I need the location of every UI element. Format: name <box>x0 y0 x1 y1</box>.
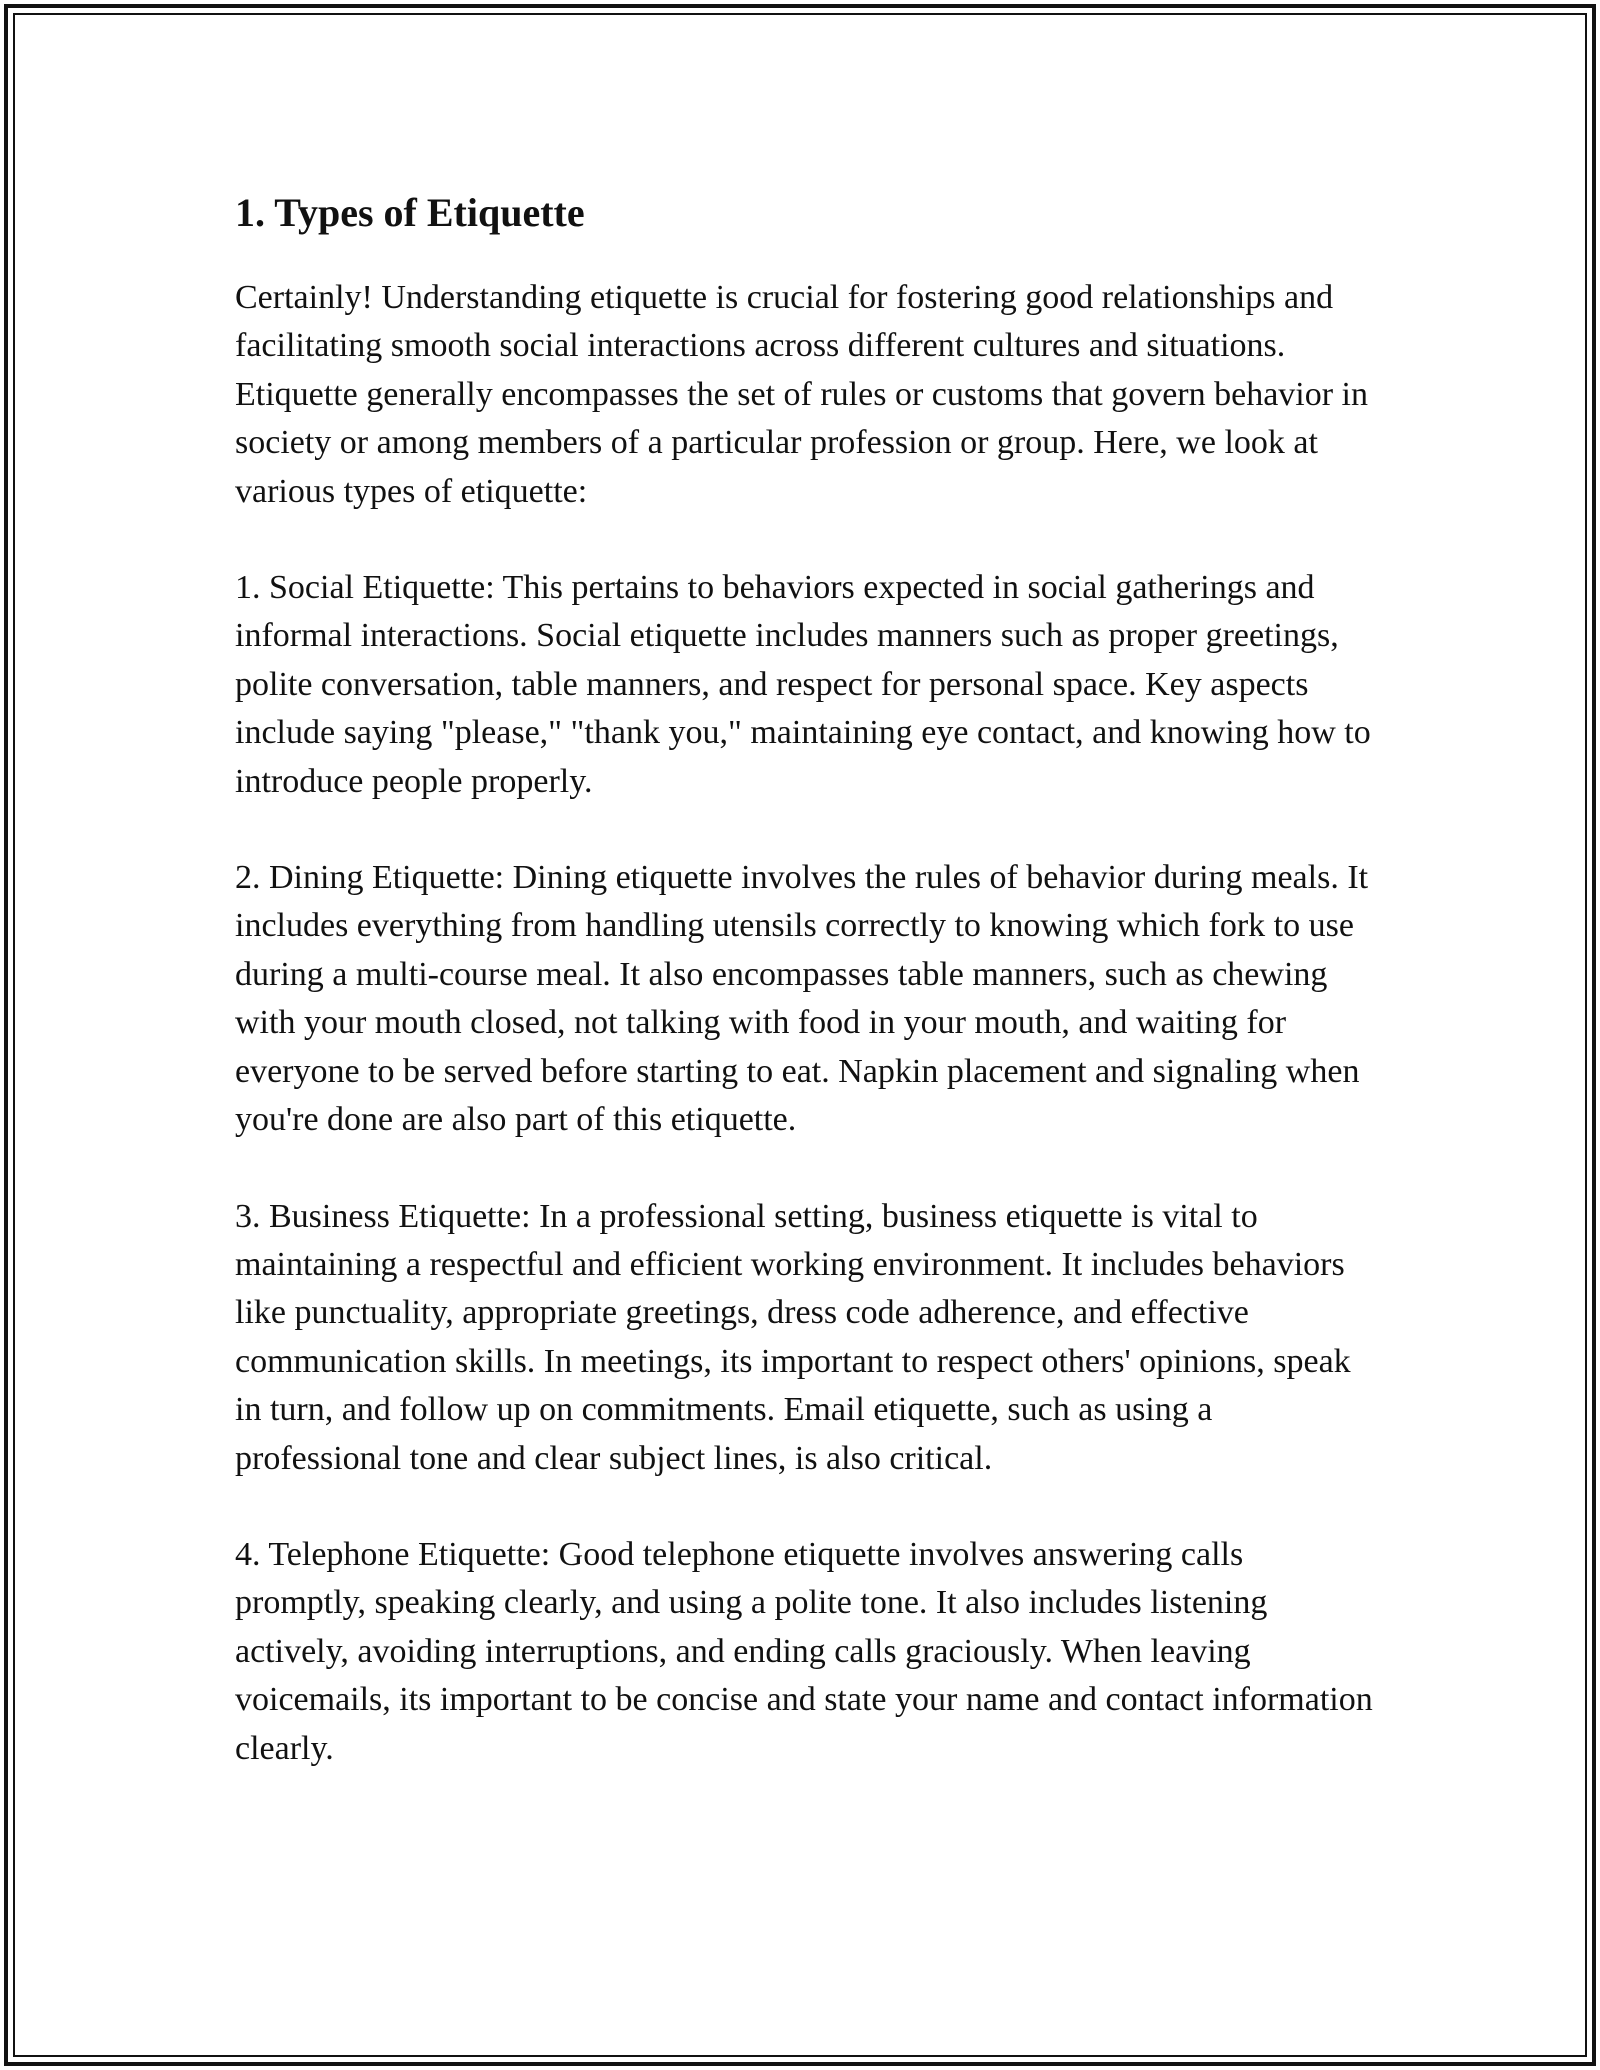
dining-etiquette-paragraph: 2. Dining Etiquette: Dining etiquette involves the rules of behavior during meals. It includes everything from handling utensils correctly to knowing which fork to use during a multi-course meal. It also encompasses table manners, such as chewing with your mouth closed, not talking with food in your mouth, and waiting for everyone to be served before starting to eat. Napkin placement and signaling when you're done are also part of this etiquette. <box>235 859 1369 1139</box>
social-etiquette-paragraph: 1. Social Etiquette: This pertains to behaviors expected in social gatherings and informal interactions. Social etiquette includes manners such as proper greetings, polite conversation, table manners, and respect for personal space. Key aspects include saying "please," "thank you," maintaining eye contact, and knowing how to introduce people properly. <box>235 569 1371 800</box>
section-heading: 1. Types of Etiquette <box>235 190 585 235</box>
document-body <box>235 186 1375 1773</box>
business-etiquette-paragraph: 3. Business Etiquette: In a professional setting, business etiquette is vital to maintaining a respectful and efficient working environment. It includes behaviors like punctuality, appropriate greetings, dress code adherence, and effective communication skills. In meetings, its important to respect others' opinions, speak in turn, and follow up on commitments. Email etiquette, such as using a professional tone and clear subject lines, is also critical. <box>235 1197 1351 1477</box>
intro-paragraph: Certainly! Understanding etiquette is crucial for fostering good relationships and facilitating smooth social interactions across different cultures and situations. Etiquette generally encompasses the set of rules or customs that govern behavior in society or among members of a particular profession or group. Here, we look at various types of etiquette: <box>235 279 1369 510</box>
telephone-etiquette-paragraph: 4. Telephone Etiquette: Good telephone etiquette involves answering calls promptly, speaking clearly, and using a polite tone. It also includes listening actively, avoiding interruptions, and ending calls graciously. When leaving voicemails, its important to be concise and state your name and contact information clearly. <box>235 1535 1373 1767</box>
